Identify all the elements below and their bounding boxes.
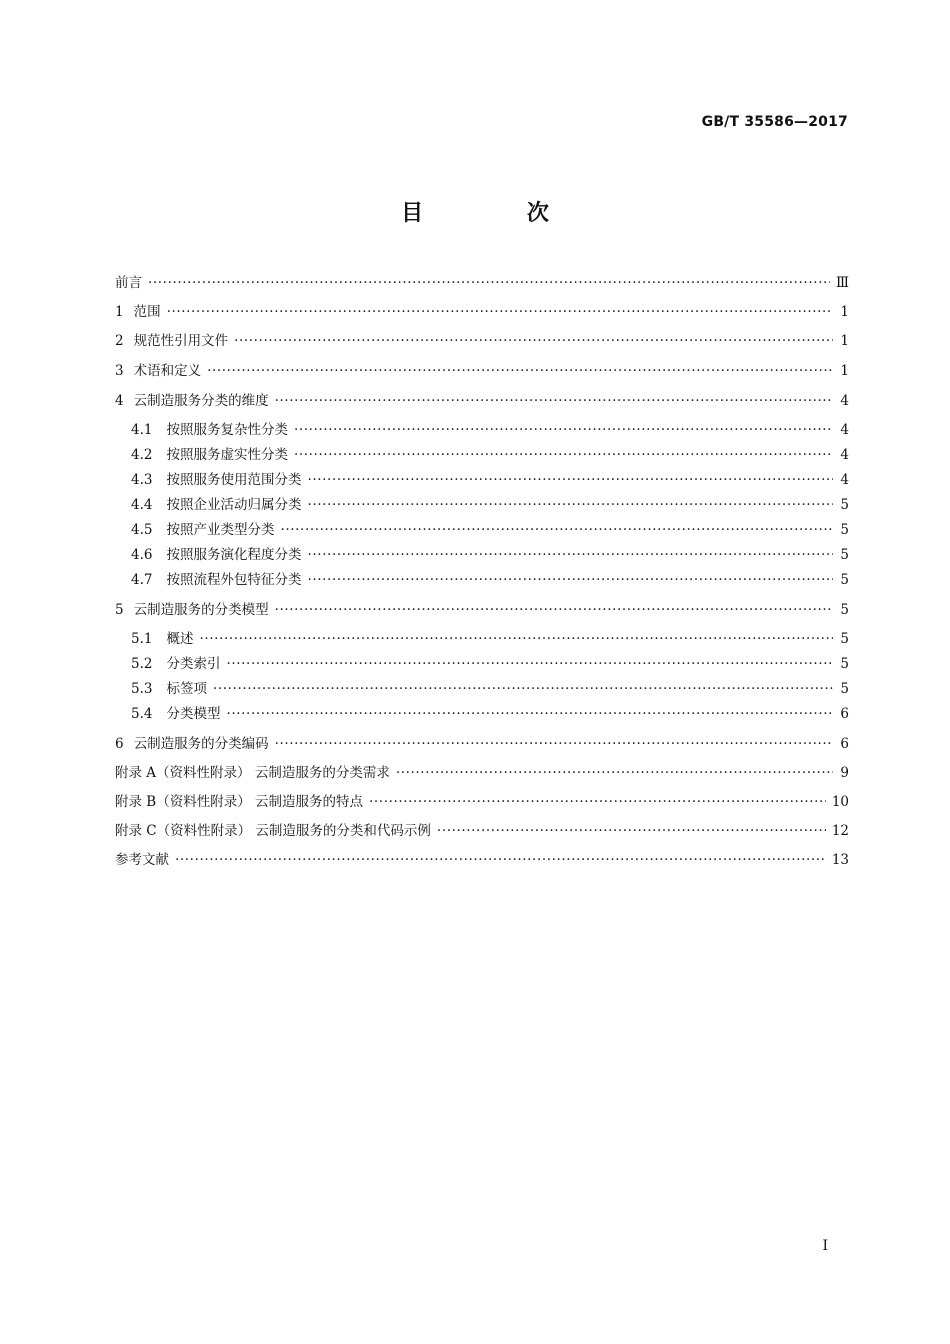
toc-entry-5-2[interactable] [115,653,849,675]
toc-entry-page: 4 [840,393,849,409]
toc-dot-leader [275,733,833,755]
toc-entry-title: 云制造服务的分类模型 [133,602,269,618]
toc-entry-title: 按照企业活动归属分类 [166,497,302,513]
toc-entry-4-1[interactable] [115,419,849,441]
toc-entry-page: 6 [840,736,849,752]
toc-entry-4-6[interactable] [115,544,849,566]
toc-entry-4-3[interactable] [115,469,849,491]
toc-entry-label [115,791,369,813]
toc-dot-leader [437,820,826,842]
toc-title: 目 次 [401,201,597,226]
toc-entry-3[interactable] [115,360,849,382]
toc-entry-page: 4 [840,422,849,438]
page-number: I [822,1238,828,1254]
toc-entry-label [131,544,307,566]
toc-entry-page: 5 [840,572,849,588]
toc-entry-label [131,444,294,466]
toc-entry-foreword[interactable] [115,272,849,294]
toc-entry-title: 规范性引用文件 [133,333,229,349]
toc-entry-title: 概述 [166,631,194,647]
toc-entry-label [131,678,213,700]
standard-code: GB/T 35586—2017 [701,114,848,130]
toc-entry-label [115,762,396,784]
toc-dot-leader [307,569,833,591]
toc-entry-title: 按照服务演化程度分类 [166,547,302,563]
toc-entry-number: 4.4 [131,497,153,513]
toc-entry-appendix-c[interactable] [115,820,849,842]
toc-entry-number: 2 [115,333,124,349]
toc-dot-leader [396,762,833,784]
toc-entry-label [115,820,437,842]
toc-entry-title: 附录 B（资料性附录） 云制造服务的特点 [115,794,364,810]
toc-entry-page: 6 [840,706,849,722]
toc-entry-page: 5 [840,522,849,538]
toc-dot-leader [369,791,826,813]
toc-entry-page: 12 [831,823,849,839]
toc-entry-number: 4.5 [131,522,153,538]
toc-entry-title: 云制造服务的分类编码 [133,736,269,752]
toc-entry-4-4[interactable] [115,494,849,516]
toc-entry-label [131,469,307,491]
toc-entry-4-2[interactable] [115,444,849,466]
toc-entry-number: 5.1 [131,631,153,647]
toc-dot-leader [234,330,833,352]
toc-dot-leader [307,469,833,491]
toc-entry-label [115,301,167,323]
toc-entry-title: 分类索引 [166,656,221,672]
toc-entry-appendix-b[interactable] [115,791,849,813]
toc-entry-page: 5 [840,681,849,697]
toc-dot-leader [280,519,833,541]
toc-entry-5[interactable] [115,599,849,621]
toc-entry-title: 按照服务复杂性分类 [166,422,288,438]
toc-entry-label [115,849,175,871]
toc-entry-number: 6 [115,736,124,752]
toc-entry-page: 1 [840,333,849,349]
toc-entry-label [131,569,307,591]
toc-dot-leader [275,390,833,412]
toc-entry-label [131,419,294,441]
toc-entry-title: 术语和定义 [133,363,202,379]
toc-entry-page: 9 [840,765,849,781]
toc-entry-title: 按照流程外包特征分类 [166,572,302,588]
toc-entry-title: 分类模型 [166,706,221,722]
toc-entry-1[interactable] [115,301,849,323]
toc-entry-label [131,703,226,725]
toc-dot-leader [294,444,833,466]
toc-entry-number: 4 [115,393,124,409]
toc-entry-number: 4.3 [131,472,153,488]
toc-dot-leader [226,703,833,725]
toc-entry-title: 按照产业类型分类 [166,522,275,538]
toc-dot-leader [213,678,833,700]
toc-dot-leader [275,599,833,621]
toc-entry-4-7[interactable] [115,569,849,591]
toc-dot-leader [148,272,830,294]
toc-entry-label [131,519,280,541]
toc-entry-number: 4.1 [131,422,153,438]
toc-dot-leader [294,419,833,441]
toc-entry-page: 10 [831,794,849,810]
toc-dot-leader [226,653,833,675]
toc-entry-number: 4.7 [131,572,153,588]
toc-entry-6[interactable] [115,733,849,755]
toc-entry-number: 5.2 [131,656,153,672]
toc-entry-title: 前言 [115,275,142,291]
toc-entry-title: 附录 A（资料性附录） 云制造服务的分类需求 [115,765,390,781]
toc-entry-page: 1 [840,363,849,379]
toc-entry-page: 4 [840,447,849,463]
toc-dot-leader [207,360,833,382]
toc-entry-5-4[interactable] [115,703,849,725]
toc-entry-number: 3 [115,363,124,379]
toc-entry-number: 5.3 [131,681,153,697]
toc-entry-page: 1 [840,304,849,320]
toc-entry-number: 5.4 [131,706,153,722]
toc-entry-page: 5 [840,497,849,513]
toc-entry-page: 13 [831,852,849,868]
toc-entry-references[interactable] [115,849,849,871]
toc-entry-label [131,494,307,516]
toc-entry-4[interactable] [115,390,849,412]
toc-entry-label [115,360,207,382]
toc-entry-title: 按照服务使用范围分类 [166,472,302,488]
toc-entry-title: 标签项 [166,681,207,697]
toc-entry-label [115,733,275,755]
toc-entry-5-1[interactable] [115,628,849,650]
toc-entry-number: 5 [115,602,124,618]
toc-entry-title: 附录 C（资料性附录） 云制造服务的分类和代码示例 [115,823,431,839]
toc-entry-5-3[interactable] [115,678,849,700]
toc-entry-label [115,390,275,412]
toc-entry-title: 按照服务虚实性分类 [166,447,288,463]
toc-entry-title: 参考文献 [115,852,169,868]
toc-entry-appendix-a[interactable] [115,762,849,784]
toc-entry-label [115,272,148,294]
toc-entry-2[interactable] [115,330,849,352]
toc-entry-4-5[interactable] [115,519,849,541]
toc-entry-page: Ⅲ [835,275,849,291]
toc-dot-leader [307,544,833,566]
toc-entry-number: 4.2 [131,447,153,463]
toc-dot-leader [307,494,833,516]
toc-dot-leader [199,628,833,650]
toc-entry-label [115,599,275,621]
toc-entry-page: 5 [840,547,849,563]
toc-entry-label [131,653,226,675]
toc-dot-leader [167,301,833,323]
toc-entry-label [131,628,199,650]
toc-entry-page: 5 [840,631,849,647]
toc-entry-label [115,330,234,352]
toc-entry-title: 云制造服务分类的维度 [133,393,269,409]
toc-dot-leader [175,849,826,871]
toc-entry-page: 5 [840,602,849,618]
toc-entry-page: 4 [840,472,849,488]
toc-entry-number: 4.6 [131,547,153,563]
toc-entry-number: 1 [115,304,124,320]
toc-entry-title: 范围 [133,304,161,320]
toc-entry-page: 5 [840,656,849,672]
